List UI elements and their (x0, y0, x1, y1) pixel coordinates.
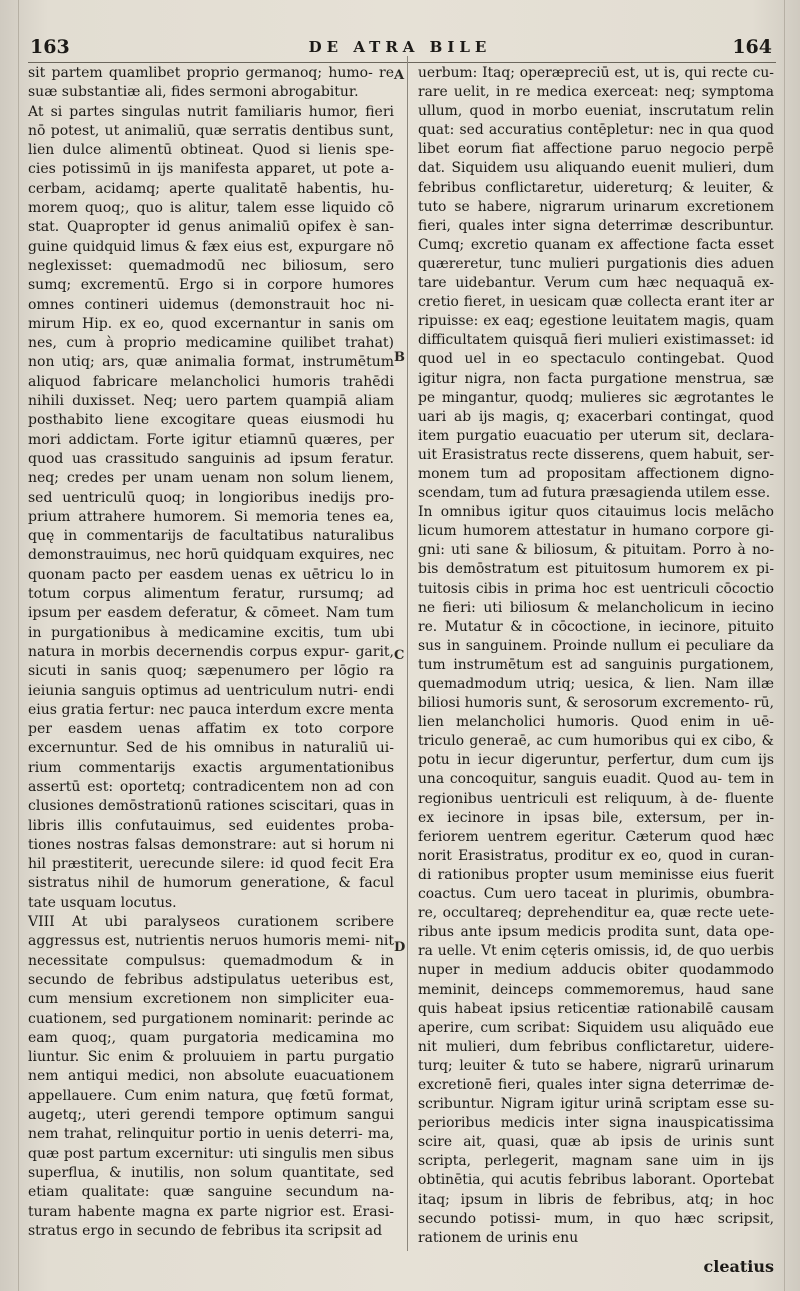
left-paragraph-2: At si partes singulas nutrit familiaris humor, fieri nō potest, ut animaliū, quæ serratis dentibus sunt, lien dulce alimentū obtineat. Quod si lienis spe- cies potissimū in ijs manifesta apparet, ut pote a- cerbam, acidamq; aperte qualitatē habentis, hu- morem quoq;, quo is alitur, talem esse liquido cō stat. Quapropter id genus animaliū opifex è san- guine quidquid limus & fæx eius est, expurgare nō neglexisset: quemadmodū nec biliosum, sero sumq; excrementū. Ergo si in corpore humores omnes contineri uidemus (demonstrauit hoc ni- mirum Hip. ex eo, quod excernantur in sanis om nes, cum à proprio medicamine quilibet trahat) non utiq; ars, quæ animalia format, instrumētum aliquod fabricare melancholici humoris trahēdi nihili duxisset. Neq; uero partem quampiā aliam posthabito liene excogitare queas eiusmodi hu mori addictam. Forte igitur etiamnū quæres, per quod uas crassitudo sanguinis ad ipsum feratur. neq; credes per unam uenam non solum lienem, sed uentriculū quoq; in longioribus inedijs pro- prium attrahere humorem. Si memoria tenes ea, quę in commentarijs de facultatibus naturalibus demonstrauimus, nec horū quidquam exquires, nec quonam pacto per easdem uenas ex uētricu lo in totum corpus alimentum feratur, rursumq; ad ipsum per easdem deferatur, & cōmeet. Nam tum in purgationibus à medicamine excitis, tum ubi natura in morbis decernendis corpus expur- garit, sicuti in sanis quoq; sæpenumero per lōgio ra ieiunia sanguis optimus ad uentriculum nutri- endi eius gratia fertur: nec pauca interdum excre menta per easdem uenas affatim ex toto corpore excernuntur. Sed de his omnibus in naturaliū ui- rium commentarijs exactis argumentationibus assertū est: oportetq; contradicentem non ad con clusiones demōstrationū rationes sciscitari, quas in libris illis confutauimus, sed euidentes proba- tiones nostras falsas demonstrare: aut si horum ni hil præstiterit, uerecunde silere: id quod fecit Era sistratus nihil de humorum generatione, & facul tate usquam locutus. (28, 103, 394, 911)
page-number-left: 163 (30, 36, 70, 58)
left-text-column (28, 64, 394, 1241)
catchword: cleatius (703, 1257, 774, 1276)
page-header (20, 34, 780, 62)
running-title: DE ATRA BILE (308, 38, 492, 56)
left-paragraph-1: sit partem quamlibet proprio germanoq; humo- re suæ substantiæ ali, fides sermoni abrogabitur. (28, 65, 394, 101)
left-paragraph-3: VIII At ubi paralyseos curationem scribere aggressus est, nutrientis neruos humoris memi- nit necessitate compulsus: quemadmodum & in secundo de febribus adstipulatus ueteribus est, cum mensium excretionem non simpliciter eua- cuationem, sed purgationem nominarit: perinde ac eam quoq;, quam purgatoria medicamina mo liuntur. Sic enim & proluuiem in partu purgatio nem antiqui medici, non absolute euacuationem appellauere. Cum enim natura, quę fœtū format, augetq;, uteri gerendi tempore optimum sangui nem trahat, relinquitur portio in uenis deterri- ma, quæ post partum excernitur: uti singulis men sibus superflua, & inutilis, non solum quantitate, sed etiam qualitate: quæ sanguine secundum na- turam habente magna ex parte nigrior est. Erasi- stratus ergo in secundo de febribus ita scripsit ad (28, 914, 394, 1239)
margin-letter-c: C (394, 648, 405, 663)
margin-letter-d: D (394, 940, 406, 955)
right-paragraph-1: uerbum: Itaq; operæpreciū est, ut is, qui recte cu- rare uelit, in re medica exerceat: neq; symptoma ullum, quod in morbo eueniat, inscrutatum relin quat: sed accuratius contēpletur: nec in qua quod libet eorum fiat affectione paruo negocio perpē dat. Siquidem usu aliquando euenit mulieri, dum febribus conflictaretur, uidereturq; & leuiter, & tuto se habere, nigrarum urinarum excretionem fieri, quales inter signa deterrimæ describuntur. Cumq; excretio quanam ex affectione facta esset quæreretur, tunc mulieri purgationis dies aduen tare uidebantur. Verum cum hæc nequaquā ex- cretio fieret, in uesicam quæ collecta erant iter ar ripuisse: ex eaq; egestione leuitatem magis, quam difficultatem quisquā fieri mulieri existimasset: id quod uel in eo spectaculo contingebat. Quod igitur nigra, non facta purgatione menstrua, sæ pe mingantur, quodq; mulieres sic ægrotantes le uari ab ijs magis, q; exacerbari contingat, quod item purgatio euacuatio per uterum sit, declara- uit Erasistratus recte disserens, quem habuit, ser- monem tum ad propositam affectionem digno- scendam, tum ad futura præsagienda utilem esse. (418, 65, 774, 502)
right-page-edge (784, 0, 785, 1291)
column-divider (407, 56, 408, 1251)
margin-letter-a: A (394, 68, 405, 83)
right-text-column (418, 64, 774, 1248)
page-number-right: 164 (732, 36, 772, 58)
right-paragraph-2: In omnibus igitur quos citauimus locis melācho licum humorem attestatur in humano corpore gi- gni: uti sane & biliosum, & pituitam. Porro à no- bis demōstratum est pituitosum humorem ex pi- tuitosis cibis in prima hoc est uentriculi cōcoctio ne fieri: uti biliosum & melancholicum in iecino re. Mutatur & in cōcoctione, in iecinore, pituito sus in sanguinem. Proinde nullum ei peculiare da tum instrumētum est ad sanguinis purgationem, quemadmodum utriq; uesica, & lien. Nam illæ biliosi humoris sunt, & serosorum excremento- rū, lien melancholici humoris. Quod enim in uē- triculo generaē, ac cum humoribus qui ex cibo, & potu in iecur digeruntur, perfertur, dum cum ijs una concoquitur, sanguis euadit. Quod au- tem in regionibus uentriculi est reliquum, à de- fluente ex iecinore in ipsas bile, extersum, per in- feriorem uentrem egeritur. Cæterum quod hæc norit Erasistratus, proditur ex eo, quod in curan- di rationibus propter usum meminisse eius fuerit coactus. Cum uero taceat in plurimis, obumbra- re, occultareq; deprehenditur ea, quæ recte uete- ribus ante ipsum medicis prodita sunt, data ope- ra uelle. Vt enim cęteris omissis, id, de quo uerbis nuper in medium adducis obiter quodammodo meminit, deinceps commemoremus, haud sane quis habeat ipsius reticentiæ rationabilē causam aperire, cum scribat: Siquidem usu aliquādo eue nit mulieri, dum febribus conflictaretur, uidere- turq; leuiter & tuto se habere, nigrarū urinarum excretionē fieri, quales inter signa deterrimæ de- scribuntur. Nigram igitur urinā scriptam esse su- perioribus medicis inter signa inauspicatissima scire ait, quasi, quæ ab ipsis de urinis sunt scripta, perlegerit, magnam sane uim in ijs obtinētia, qui acutis febribus laborant. Oportebat itaq; ipsum in libris de febribus, atq; in hoc secundo potissi- mum, in quo hæc scripsit, rationem de urinis enu (418, 504, 774, 1246)
margin-letter-b: B (394, 350, 405, 365)
left-binding-edge (18, 0, 19, 1291)
header-rule (28, 62, 776, 63)
